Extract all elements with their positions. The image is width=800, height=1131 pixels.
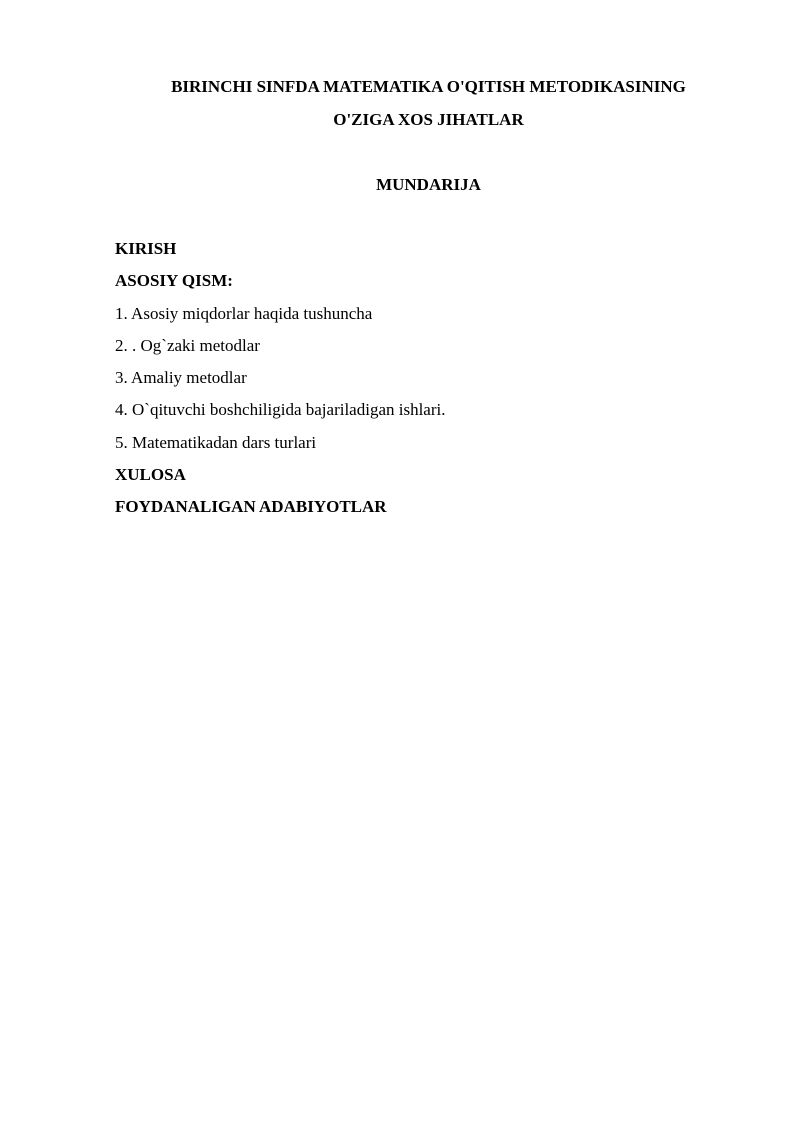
contents-heading: MUNDARIJA [376,175,481,194]
toc-item-adabiyotlar: FOYDANALIGAN ADABIYOTLAR [115,497,387,517]
document-title-line-2: O'ZIGA XOS JIHATLAR [333,110,524,129]
toc-item-asosiy-qism: ASOSIY QISM: [115,271,233,291]
toc-item-1: 1. Asosiy miqdorlar haqida tushuncha [115,303,373,323]
toc-item-2: 2. . Og`zaki metodlar [115,335,260,355]
toc-item-3: 3. Amaliy metodlar [115,368,247,388]
toc-item-xulosa: XULOSA [115,465,186,485]
toc-item-4: 4. O`qituvchi boshchiligida bajariladigan ishlari. [115,400,446,420]
toc-item-5: 5. Matematikadan dars turlari [115,432,317,452]
toc-item-kirish: KIRISH [115,239,177,258]
table-of-contents [115,238,755,529]
document-title-line-1: BIRINCHI SINFDA MATEMATIKA O'QITISH METODIKASINING [171,77,686,96]
